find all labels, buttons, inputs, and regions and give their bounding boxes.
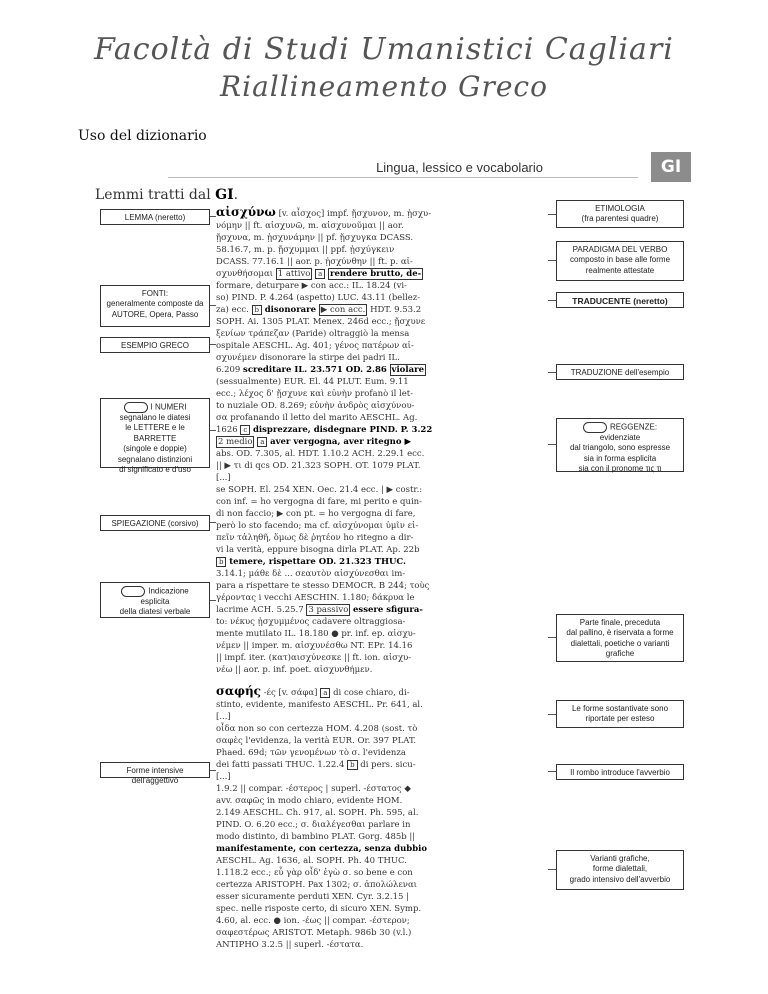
entry2-line-16: 1.118.2 ecc.; εὖ γὰρ οἶδ' ἐγὼ σ. so bene e con xyxy=(216,868,413,878)
entry1-line-8: so) PIND. P. 4.264 (aspetto) LUC. 43.11 (bellez- xyxy=(216,293,421,303)
diatesi-oval-icon xyxy=(121,586,145,597)
entry1-line-9: za) ecc. b disonorare ▶ con acc. HDT. 9.53.2 xyxy=(216,305,422,315)
entry2-line-21: σαφεστέρως ARISTOT. Metaph. 986b 30 (v.l.) xyxy=(216,928,412,938)
connector-reggenze xyxy=(548,444,556,445)
entry1-line-29: vi la verità, eppure bisogna dirla PLAT. Ap. 22b xyxy=(216,545,420,555)
label-traducente: TRADUCENTE (neretto) xyxy=(556,292,684,308)
connector-paradigma xyxy=(548,260,556,261)
sense-a-marker: a xyxy=(315,269,325,279)
label-rombo: Il rombo introduce l'avverbio xyxy=(556,764,684,780)
entry1-line-21: abs. OD. 7.305, al. HDT. 1.10.2 ACH. 2.29.1 ecc. xyxy=(216,449,425,459)
entry1-line-24: se SOPH. El. 254 XEN. Oec. 21.4 ecc. | ▶ costr.: xyxy=(216,485,423,495)
entry1-line-11: ξενίων τράπεζαν (Paride) oltraggiò la mensa xyxy=(216,329,410,339)
entry1-line-6: σχυνθήσομαι 1 attivo a rendere brutto, de- xyxy=(216,269,422,279)
subtitle: Lemmi tratti dal GI. xyxy=(95,187,239,203)
entry2-line-18: esser sicuramente perduti XEN. Cyr. 3.2.15 | xyxy=(216,892,409,902)
entry1-line-14: 6.209 screditare IL. 23.571 OD. 2.86 violare xyxy=(216,365,424,375)
connector-parte xyxy=(548,637,556,638)
entry1-line-12: ospitale AESCHL. Ag. 401; γένος πατέρων αἰ- xyxy=(216,341,414,351)
connector-etimologia xyxy=(548,214,556,215)
entry2-line-4: οἶδα non so con certezza HOM. 4.208 (sost. τὸ xyxy=(216,724,418,734)
entry1-line-27: però lo sto facendo; ma cf. αἰσχύνομαι ὑμῖν εἰ- xyxy=(216,521,419,531)
entry1-line-30: b temere, rispettare OD. 21.323 THUC. xyxy=(216,557,406,569)
entry2-line-10: avv. σαφῶς in modo chiaro, evidente HOM. xyxy=(216,796,403,806)
section-title: Uso del dizionario xyxy=(78,128,207,144)
entry1-line-5: DCASS. 77.16.1 || aor. p. ᾐσχύνθην || ft. p. αἰ- xyxy=(216,257,413,267)
entry1-line-7: formare, deturpare ▶ con acc.: IL. 18.24 (vi- xyxy=(216,281,407,291)
entry2-line-17: certezza ARISTOPH. Pax 1302; σ. ἀπολώλεναι xyxy=(216,880,418,890)
entry1-line-32: para a rispettare te stesso DEMOCR. B 244; τοὺς xyxy=(216,581,430,591)
entry1-line-18: σα profanando il letto del marito AESCHL. Ag. xyxy=(216,413,418,423)
entry2-line-15: AESCHL. Ag. 1636, al. SOPH. Ph. 40 THUC. xyxy=(216,856,407,866)
label-reggenze: REGGENZE: evidenziate dal triangolo, sono espresse sia in forma esplicita sia con il pronome τις τι xyxy=(556,418,684,472)
entry1-line-26: di non faccio; ▶ con pt. = ho vergogna di fare, xyxy=(216,509,416,519)
entry1-line-20: 2 medio a aver vergogna, aver ritegno ▶ xyxy=(218,437,411,447)
diatesi-passivo: 3 passivo xyxy=(308,605,349,615)
entry1-line-1: αἰσχύνω [v. αἶσχος] impf. ᾔσχυνον, m. ᾐσχυ- xyxy=(216,205,432,219)
entry2-line-7: dei fatti passati THUC. 1.22.4 b di pers. sicu- xyxy=(216,760,416,770)
entry2-line-5: σαφὲς l'evidenza, la verità EUR. Or. 397 PLAT. xyxy=(216,736,417,746)
entry2-line-20: 4.60, al. ecc. ● ion. -έως || compar. -έστερον; xyxy=(216,916,410,926)
label-forme-intensive: Forme intensive dell'aggettivo xyxy=(100,762,210,778)
connector-traduzione xyxy=(548,372,556,373)
course-title: Riallineamento Greco xyxy=(220,70,548,103)
entry1-line-10: SOPH. Ai. 1305 PLAT. Menex. 246d ecc.; ᾔσχυνε xyxy=(216,317,426,327)
diatesi-medio: 2 medio xyxy=(218,437,253,447)
entry1-line-33: γέροντας i vecchi AESCHIN. 1.180; δάκρυα le xyxy=(216,593,415,603)
sense-b-marker: b xyxy=(252,305,262,315)
label-indicazione: Indicazione esplicita della diatesi verbale xyxy=(100,582,210,618)
entry1-line-13: σχυνέμεν disonorare la stirpe dei padri IL. xyxy=(216,353,400,363)
connector-sostantivate xyxy=(548,714,556,715)
label-fonti: FONTI: generalmente composte da AUTORE, Opera, Passo xyxy=(100,285,210,327)
entry1-line-36: mente mutilato IL. 18.180 ● pr. inf. ep. αἰσχυ- xyxy=(216,629,416,639)
entry1-line-39: νέω || aor. p. inf. poet. αἰσχυνθήμεν. xyxy=(216,665,373,675)
gi-badge: GI xyxy=(651,152,691,182)
reggenze-oval-icon xyxy=(583,422,607,433)
entry1-line-15: (sessualmente) EUR. El. 44 PLUT. Eum. 9.11 xyxy=(216,377,409,387)
entry2-line-2: stinto, evidente, manifesto AESCHL. Pr. 641, al. xyxy=(216,700,423,710)
ribbon-text: Lingua, lessico e vocabolario xyxy=(376,160,543,175)
entry2-line-9: 1.9.2 || compar. -έστερος | superl. -έστατος ◆ xyxy=(216,784,411,794)
sense-c-marker: c xyxy=(240,425,250,435)
faculty-title: Facoltà di Studi Umanistici Cagliari xyxy=(94,32,674,67)
label-spiegazione: SPIEGAZIONE (corsivo) xyxy=(100,515,210,531)
entry1-line-34: lacrime ACH. 5.25.7 3 passivo essere sfigura- xyxy=(216,605,423,615)
entry1-line-22: || ▶ τι di qcs OD. 21.323 SOPH. OT. 1079 PLAT. xyxy=(216,461,421,471)
entry2-line-22: ANTIPHO 3.2.5 || superl. -έστατα. xyxy=(216,940,364,950)
entry1-line-31: 3.14.1; μάθε δὲ ... σεαυτὸν αἰσχύνεσθαι im- xyxy=(216,569,406,579)
entry2-headword: σαφής xyxy=(216,684,261,698)
entry2-line-14: manifestamente, con certezza, senza dubbio xyxy=(216,844,428,854)
label-etimologia: ETIMOLOGIA (fra parentesi quadre) xyxy=(556,200,684,228)
entry2-line-8: [...] xyxy=(216,772,231,782)
entry2-line-11: 2.149 AESCHL. Ch. 917, al. SOPH. Ph. 595, al. xyxy=(216,808,419,818)
entry2-line-1: σαφής -ές [v. σάφα] a di cose chiaro, di- xyxy=(216,684,410,698)
label-varianti: Varianti grafiche, forme dialettali, grado intensivo dell'avverbio xyxy=(556,850,684,890)
entry1-line-23: [...] xyxy=(216,473,231,483)
connector-rombo xyxy=(548,771,556,772)
entry2-line-6: Phaed. 69d; τῶν γενομένων τὸ σ. l'evidenza xyxy=(216,748,406,758)
entry1-line-28: πεῖν τἀληθῆ, ὅμως δὲ ῥητέον ho ritegno a dir- xyxy=(216,533,414,543)
label-traduzione: TRADUZIONE dell'esempio xyxy=(556,364,684,380)
entry2-line-13: modo distinto, di bambino PLAT. Gorg. 485b || xyxy=(216,832,416,842)
label-sostantivate: Le forme sostantivate sono riportate per esteso xyxy=(556,700,684,728)
traducente-rendere: rendere brutto, de- xyxy=(329,269,422,279)
entry2-line-12: PIND. O. 6.20 ecc.; σ. διαλέγεσθαι parlare in xyxy=(216,820,411,830)
entry1-line-3: ᾔσχυνα, m. ᾐσχυνάμην || pf. ᾔσχυγκα DCASS. xyxy=(216,233,414,243)
label-paradigma: PARADIGMA DEL VERBO composto in base alle forme realmente attestate xyxy=(556,241,684,281)
entry1-line-37: νέμεν || imper. m. αἰσχυνέσθω NT. EPr. 14.16 xyxy=(216,641,413,651)
label-lemma: LEMMA (neretto) xyxy=(100,209,210,225)
diatesi-attivo: 1 attivo xyxy=(277,269,311,279)
entry1-line-19: 1626 c disprezzare, disdegnare PIND. P. 3.22 xyxy=(216,425,433,435)
entry1-line-35: to: νέκυς ᾐσχυμμένος cadavere oltraggiosa- xyxy=(216,617,406,627)
connector-traducente xyxy=(548,300,556,301)
entry1-line-4: 58.16.7, m. p. ᾔσχυμμαι || ppf. ᾐσχύγκειν xyxy=(216,245,395,255)
label-parte-finale: Parte finale, preceduta dal pallino, è riservata a forme dialettali, poetiche o varianti grafiche xyxy=(556,614,684,662)
ribbon-line xyxy=(168,177,638,178)
entry1-line-2: νόμην || ft. αἰσχυνῶ, m. αἰσχυνοῦμαι || aor. xyxy=(216,221,404,231)
entry1-line-25: con inf. = ho vergogna di fare, mi perito e quin- xyxy=(216,497,423,507)
entry1-line-38: || impf. iter. (κατ)αισχύνεσκε || ft. ion. αἰσχυ- xyxy=(216,653,412,663)
entry2-line-3: [...] xyxy=(216,712,231,722)
connector-varianti xyxy=(548,869,556,870)
label-esempio-greco: ESEMPIO GRECO xyxy=(100,337,210,353)
number-oval-icon xyxy=(124,402,148,413)
entry1-line-17: to nuziale OD. 8.269; εὐνὴν ἀνδρὸς αἰσχύνου- xyxy=(216,401,415,411)
label-numeri: I NUMERI segnalano le diatesi le LETTERE e le BARRETTE (singole e doppie) segnalano distinzioni di significato e d'uso xyxy=(100,398,210,468)
entry2-line-19: spec. nelle risposte certo, di sicuro XEN. Symp. xyxy=(216,904,422,914)
entry1-headword: αἰσχύνω xyxy=(216,205,276,219)
entry1-line-16: ecc.; λέχος δ' ᾔσχυνε καὶ εὐνὴν profanò il let- xyxy=(216,389,414,399)
